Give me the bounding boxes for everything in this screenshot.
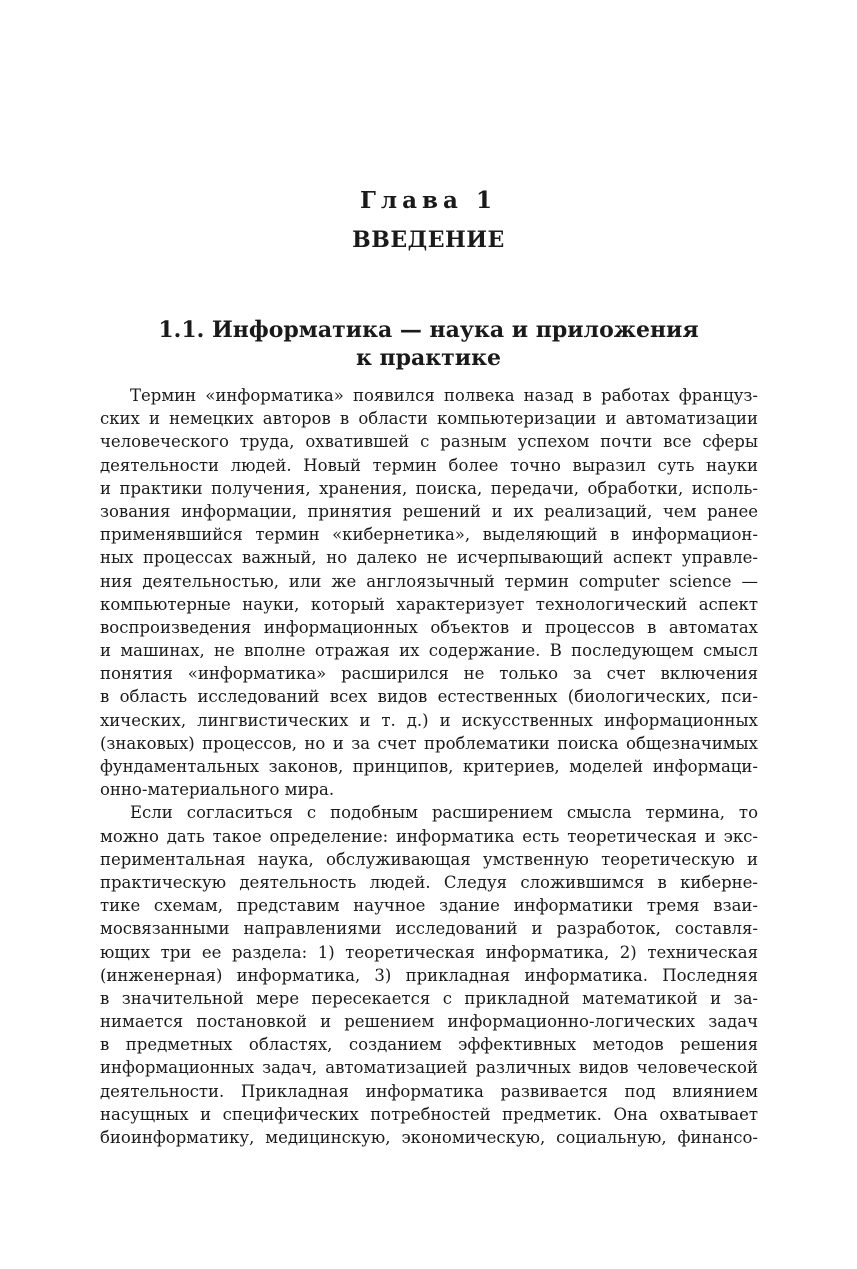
text-line: понятия «информатика» расширился не только за счет включения (100, 664, 758, 684)
text-line: ющих три ее раздела: 1) теоретическая информатика, 2) техническая (100, 942, 758, 962)
text-line: практическую деятельность людей. Следуя сложившимся в киберне- (100, 872, 758, 892)
text-line: в предметных областях, созданием эффективных методов решения (100, 1035, 758, 1055)
text-line: воспроизведения информационных объектов и процессов в автоматах (100, 617, 758, 637)
text-line: в область исследований всех видов естественных (биологических, пси- (100, 687, 758, 707)
section-title (0, 316, 857, 372)
text-line: и практики получения, хранения, поиска, передачи, обработки, исполь- (100, 478, 758, 498)
section-title-line-1: 1.1. Информатика — наука и приложения (158, 317, 699, 343)
text-line: мосвязанными направлениями исследований и разработок, составля- (100, 919, 758, 939)
text-line: деятельности. Прикладная информатика развивается под влиянием (100, 1081, 758, 1101)
text-line: применявшийся термин «кибернетика», выделяющий в информацион- (100, 525, 758, 545)
text-line: компьютерные науки, который характеризует технологический аспект (100, 594, 758, 614)
text-line: фундаментальных законов, принципов, критериев, моделей информаци- (100, 757, 758, 776)
text-line: зования информации, принятия решений и их реализаций, чем ранее (100, 501, 758, 521)
text-line: периментальная наука, обслуживающая умственную теоретическую и (100, 849, 758, 869)
text-line: тике схемам, представим научное здание информатики тремя взаи- (100, 896, 758, 916)
text-line: ских и немецких авторов в области компьютеризации и автоматизации (100, 409, 758, 429)
paragraph-2 (100, 801, 758, 1149)
text-line: онно-материального мира. (100, 780, 335, 800)
text-line: (знаковых) процессов, но и за счет проблематики поиска общезначимых (100, 733, 758, 753)
text-line: и машинах, не вполне отражая их содержание. В последующем смысл (100, 641, 758, 661)
text-line: информационных задач, автоматизацией различных видов человеческой (100, 1058, 758, 1078)
text-line: биоинформатику, медицинскую, экономическую, социальную, финансо- (100, 1128, 758, 1147)
text-line: деятельности людей. Новый термин более точно выразил суть науки (100, 455, 758, 475)
text-line: ния деятельностью, или же англоязычный термин computer science — (100, 571, 758, 591)
section-title-line-2: к практике (355, 345, 501, 371)
text-line: ных процессах важный, но далеко не исчерпывающий аспект управле- (100, 548, 758, 568)
text-line: Термин «информатика» появился полвека назад в работах француз- (130, 386, 758, 405)
chapter-label: Глава 1 (360, 187, 497, 214)
text-line: человеческого труда, охватившей с разным успехом почти все сферы (100, 432, 758, 452)
text-line: в значительной мере пересекается с прикладной математикой и за- (100, 988, 758, 1008)
chapter-title: ВВЕДЕНИЕ (352, 227, 505, 253)
body-text (100, 384, 758, 1149)
text-line: нимается постановкой и решением информационно-логических задач (100, 1012, 758, 1032)
text-line: насущных и специфических потребностей предметик. Она охватывает (100, 1104, 758, 1124)
text-line: (инженерная) информатика, 3) прикладная информатика. Последняя (100, 965, 758, 985)
text-line: хических, лингвистических и т. д.) и искусственных информационных (100, 710, 758, 730)
text-line: можно дать такое определение: информатика есть теоретическая и экс- (100, 826, 758, 846)
text-line: Если согласиться с подобным расширением смысла термина, то (130, 803, 758, 823)
paragraph-1 (100, 384, 758, 801)
